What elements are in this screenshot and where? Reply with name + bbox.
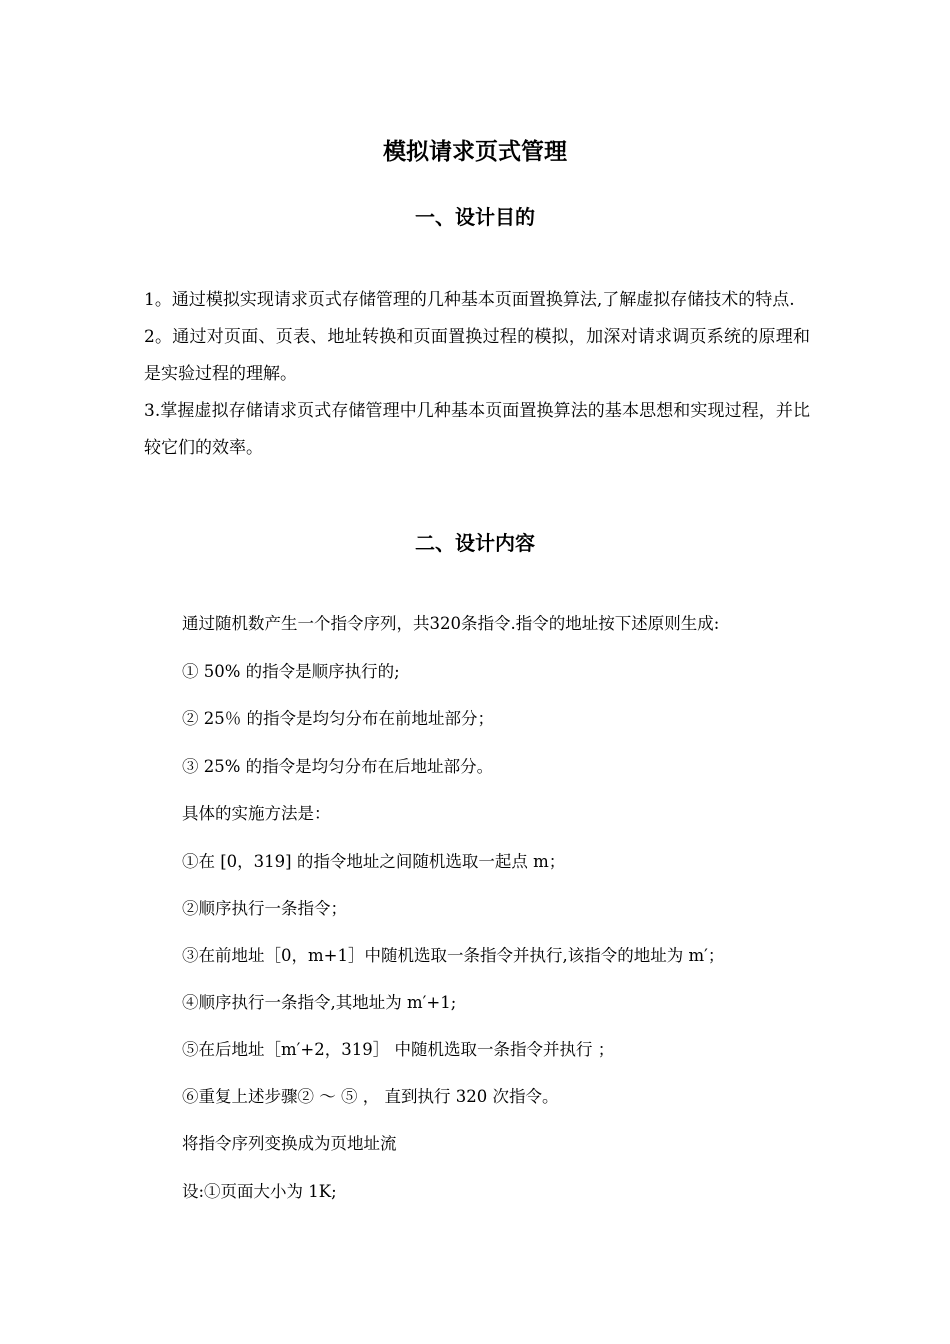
content-line: ③ 25% 的指令是均匀分布在后地址部分。 [182,757,494,776]
purpose-paragraphs [144,282,810,467]
section-heading-purpose: 一、设计目的 [415,205,535,229]
content-line: 将指令序列变换成为页地址流 [182,1134,397,1153]
document-title: 模拟请求页式管理 [383,139,567,165]
content-line: 通过随机数产生一个指令序列，共320条指令.指令的地址按下述原则生成: [182,614,720,633]
purpose-item-3: 3.掌握虚拟存储请求页式存储管理中几种基本页面置换算法的基本思想和实现过程，并比较它们的效率。 [144,401,810,458]
content-line: 具体的实施方法是： [182,804,331,823]
content-line: ①在 [0，319] 的指令地址之间随机选取一起点 m； [182,852,566,871]
content-line: ② 25％ 的指令是均匀分布在前地址部分； [182,709,494,728]
content-line: ②顺序执行一条指令； [182,899,347,918]
section-heading-content: 二、设计内容 [415,531,535,555]
content-line: ⑤在后地址［m′+2，319］ 中随机选取一条指令并执行 ； [182,1040,615,1059]
content-line: 设:①页面大小为 1K; [182,1182,337,1201]
content-line: ③在前地址［0，m+1］中随机选取一条指令并执行,该指令的地址为 m′； [182,946,725,965]
content-line: ④顺序执行一条指令,其地址为 m′+1; [182,993,457,1012]
content-line: ① 50% 的指令是顺序执行的; [182,662,400,681]
purpose-item-2: 2。通过对页面、页表、地址转换和页面置换过程的模拟，加深对请求调页系统的原理和是实验过程的理解。 [144,327,810,384]
content-line: ⑥重复上述步骤② ～ ⑤ ， 直到执行 320 次指令。 [182,1087,559,1106]
purpose-item-1: 1。通过模拟实现请求页式存储管理的几种基本页面置换算法,了解虚拟存储技术的特点. [144,290,795,310]
